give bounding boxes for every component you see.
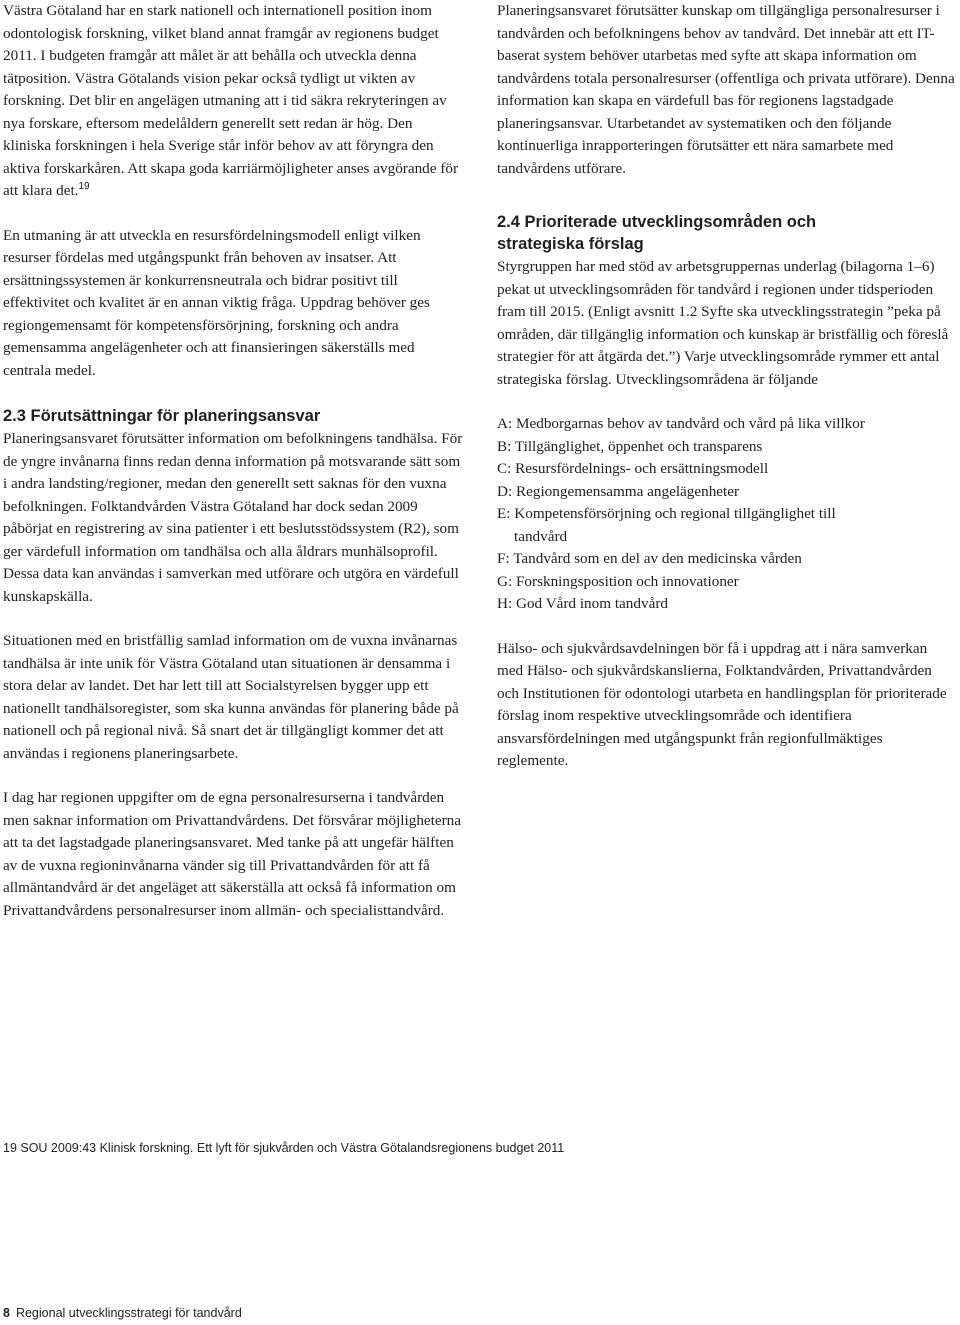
list-item: H: God Vård inom tandvård bbox=[497, 595, 668, 612]
list-item: F: Tandvård som en del av den medicinska vården bbox=[497, 550, 802, 567]
footnote: 19 SOU 2009:43 Klinisk forskning. Ett lyft för sjukvården och Västra Götalandsregionens budget 2011 bbox=[3, 1141, 565, 1155]
left-paragraph-1-text: Västra Götaland har en stark nationell och internationell position inom odontologisk forskning, vilket bland annat framgår av regionens budget 2011. I budgeten framgår att målet är att behålla och utveckla denna tätposition. Västra Götalands vision pekar också tydligt ut vikten av forskning. Det blir en angelägen utmaning att i tid säkra rekryteringen av nya forskare, eftersom medelåldern generellt sett redan är hög. Den kliniska forskningen i hela Sverige står inför behov av att föryngra den aktiva forskarkåren. Att skapa goda karriärmöjligheter anses avgörande för att klara det. bbox=[3, 2, 459, 199]
page-footer bbox=[3, 1306, 242, 1320]
left-paragraph-4: Situationen med en bristfällig samlad information om de vuxna invånarnas tandhälsa är inte unik för Västra Götaland utan situationen är densamma i stora delar av landet. Det har lett till att Socialstyrelsen bygger upp ett nationellt tandhälsoregister, som ska kunna användas för planering både på nationell och på regional nivå. Så snart det är tillgängligt kommer det att användas i regionens planeringsarbete. bbox=[3, 632, 459, 762]
footer-title: Regional utvecklingsstrategi för tandvård bbox=[15, 1306, 242, 1320]
page-number: 8 bbox=[3, 1306, 10, 1320]
right-column bbox=[497, 0, 955, 773]
section-heading-2-3: 2.3 Förutsättningar för planeringsansvar bbox=[3, 407, 321, 425]
section-heading-2-4-line2: strategiska förslag bbox=[497, 235, 644, 253]
footnote-reference[interactable]: 19 bbox=[78, 180, 90, 192]
list-item: G: Forskningsposition och innovationer bbox=[497, 572, 739, 590]
right-paragraph-1: Planeringsansvaret förutsätter kunskap om tillgängliga personalresurser i tandvården och befolkningens behov av tandvård. Det innebär att ett IT-baserat system behöver utarbetas med syfte att skapa information om tandvårdens totala personalresurser (offentliga och privata utförare). Denna information kan skapa en värdefull bas för regionens lagstadgade planeringsansvar. Utarbetandet av systematiken och den följande kontinuerliga inrapporteringen förutsätter ett nära samarbete med tandvårdens utförare. bbox=[497, 2, 955, 177]
section-heading-2-4-line1: 2.4 Prioriterade utvecklingsområden och bbox=[497, 213, 817, 231]
list-item-continuation: tandvård bbox=[514, 527, 568, 545]
list-item: E: Kompetensförsörjning och regional tillgänglighet till tandvård bbox=[497, 503, 955, 548]
left-paragraph-2: En utmaning är att utveckla en resursfördelningsmodell enligt vilken resurser fördelas med utgångspunkt från behoven av insatser. Att ersättningssystemen är konkurrensneutrala och bidrar positivt till effektivitet och kvalitet är en annan viktig fråga. Uppdrag behöver ges regiongemensamt för kompetensförsörjning, forskning och andra gemensamma angelägenheter och att finansieringen säkerställs med centrala medel. bbox=[3, 226, 430, 379]
left-paragraph-1 bbox=[3, 0, 463, 203]
list-item: D: Regiongemensamma angelägenheter bbox=[497, 482, 740, 500]
development-areas-list bbox=[497, 413, 955, 616]
list-item: B: Tillgänglighet, öppenhet och transparens bbox=[497, 437, 763, 455]
list-item: A: Medborgarnas behov av tandvård och vård på lika villkor bbox=[497, 415, 865, 432]
right-paragraph-2: Styrgruppen har med stöd av arbetsgruppernas underlag (bilagorna 1–6) pekat ut utvecklingsområden för tandvård i regionen under tidsperioden fram till 2015. (Enligt avsnitt 1.2 Syfte ska utvecklingsstrategin ”peka på områden, där tillgänglig information och kunskap är bristfällig och föreslå strategier för att åtgärda det.”) Varje utvecklingsområde rymmer ett antal strategiska förslag. Utvecklingsområdena är följande bbox=[497, 258, 949, 388]
right-paragraph-3: Hälso- och sjukvårdsavdelningen bör få i uppdrag att i nära samverkan med Hälso- och sjukvårdskanslierna, Folktandvården, Privattandvården och Institutionen för odontologi utarbeta en handlingsplan för prioriterade förslag inom respektive utvecklingsområde och identifiera ansvarsfördelningen med utgångspunkt från regionfullmäktiges reglemente. bbox=[497, 639, 947, 769]
left-column bbox=[3, 0, 463, 922]
section-heading-2-4 bbox=[497, 211, 955, 255]
list-item: C: Resursfördelnings- och ersättningsmodell bbox=[497, 460, 769, 477]
left-paragraph-5: I dag har regionen uppgifter om de egna personalresurserna i tandvården men saknar information om Privattandvårdens. Det försvårar möjligheterna att ta det lagstadgade planeringsansvaret. Med tanke på att ungefär hälften av de vuxna regioninvånarna vänder sig till Privattandvården för att få allmäntandvård är det angeläget att säkerställa att också få information om Privattandvårdens personalresurser inom allmän- och specialisttandvård. bbox=[3, 789, 462, 919]
left-paragraph-3: Planeringsansvaret förutsätter information om befolkningens tandhälsa. För de yngre invånarna finns redan denna information på motsvarande sätt som i andra landsting/regioner, medan den generellt sett saknas för den vuxna befolkningen. Folktandvården Västra Götaland har dock sedan 2009 påbörjat en registrering av sina patienter i ett beslutsstödssystem (R2), som ger värdefull information om tandhälsa och alla åldrars munhälsoprofil. Dessa data kan användas i samverkan med utförare och utgöra en värdefull kunskapskälla. bbox=[3, 430, 463, 605]
